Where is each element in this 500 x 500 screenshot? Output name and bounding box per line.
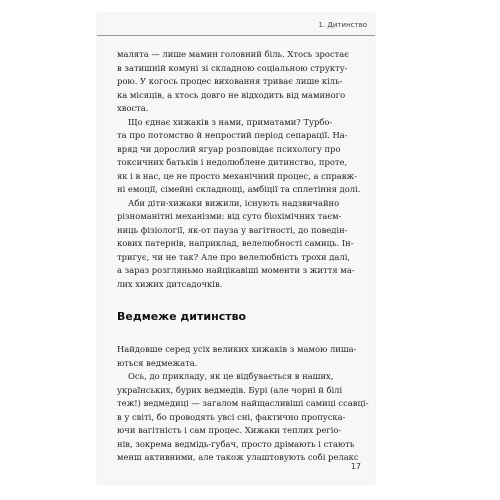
text-line: та про потомство й непростий період сепарації. На- xyxy=(117,130,348,140)
text-line: токсичних батьків і недолюблене дитинство, проте, xyxy=(117,157,348,167)
text-line: теж!) ведмедиці — загалом найщасливіші самиці ссавці- xyxy=(117,398,369,408)
text-line: різноманітні механізми: від суто біохімічних таєм- xyxy=(117,211,342,221)
text-line: кових патернів, наприклад, велелюбності самиць. Ін- xyxy=(117,238,354,248)
text-line: а зараз розгляньмо найцікавіші моменти з життя ма- xyxy=(117,265,355,275)
header-divider xyxy=(97,35,375,36)
text-line: ні емоції, сімейні складнощі, амбіції та сплетіння долі. xyxy=(117,184,361,194)
text-line: нів, зокрема ведмідь-губач, просто дрімають і стають xyxy=(117,438,355,449)
text-line: Найдовше серед усіх великих хижаків з мамою лиша- xyxy=(117,344,357,354)
body-text-block-2 xyxy=(117,343,369,465)
text-line: як і в нас, це не просто механічний процес, а справж- xyxy=(117,170,357,181)
text-line: хвоста. xyxy=(117,103,149,113)
text-line: тригує, чи не так? Але про велелюбність трохи далі, xyxy=(117,251,351,262)
text-line: в у світі, бо проводять увсі сні, фактично пропуска- xyxy=(117,411,346,422)
text-line: українських, бурих ведмедів. Бурі (але чорні й білі xyxy=(117,384,343,395)
page-number: 17 xyxy=(350,462,361,471)
text-line: в затишній комуні зі складною соціальною структу- xyxy=(117,62,348,73)
text-line: Що єднає хижаків з нами, приматами? Турбо- xyxy=(128,116,333,127)
book-page xyxy=(97,14,375,484)
text-line: рою. У когось процес виховання триває лише кіль- xyxy=(117,76,343,86)
text-line: ються ведмежата. xyxy=(117,357,198,368)
body-text-block-1 xyxy=(117,48,361,291)
text-line: ниць фізіології, як-от пауза у вагітності, до поведін- xyxy=(117,224,348,235)
text-line: малята — лише мамин головний біль. Хтось зростає xyxy=(117,49,349,59)
text-line: ка місяців, а хтось довго не відходить від маминого xyxy=(117,89,346,100)
text-line: Ось, до прикладу, як це відбувається в наших, xyxy=(128,371,334,381)
text-line: Аби діти-хижаки вижили, існують надзвичайно xyxy=(128,197,340,208)
text-line: вряд чи дорослий ягуар розповідає психологу про xyxy=(117,143,341,154)
text-line: менш активними, але також улаштовують собі релакс xyxy=(117,452,359,462)
text-line: лих хижих дитсадочків. xyxy=(117,278,223,289)
running-head: 1. Дитинство xyxy=(318,21,367,29)
text-line: ючи вагітність і сам процес. Хижаки теплих регіо- xyxy=(117,425,342,435)
section-heading: Ведмеже дитинство xyxy=(117,310,247,323)
